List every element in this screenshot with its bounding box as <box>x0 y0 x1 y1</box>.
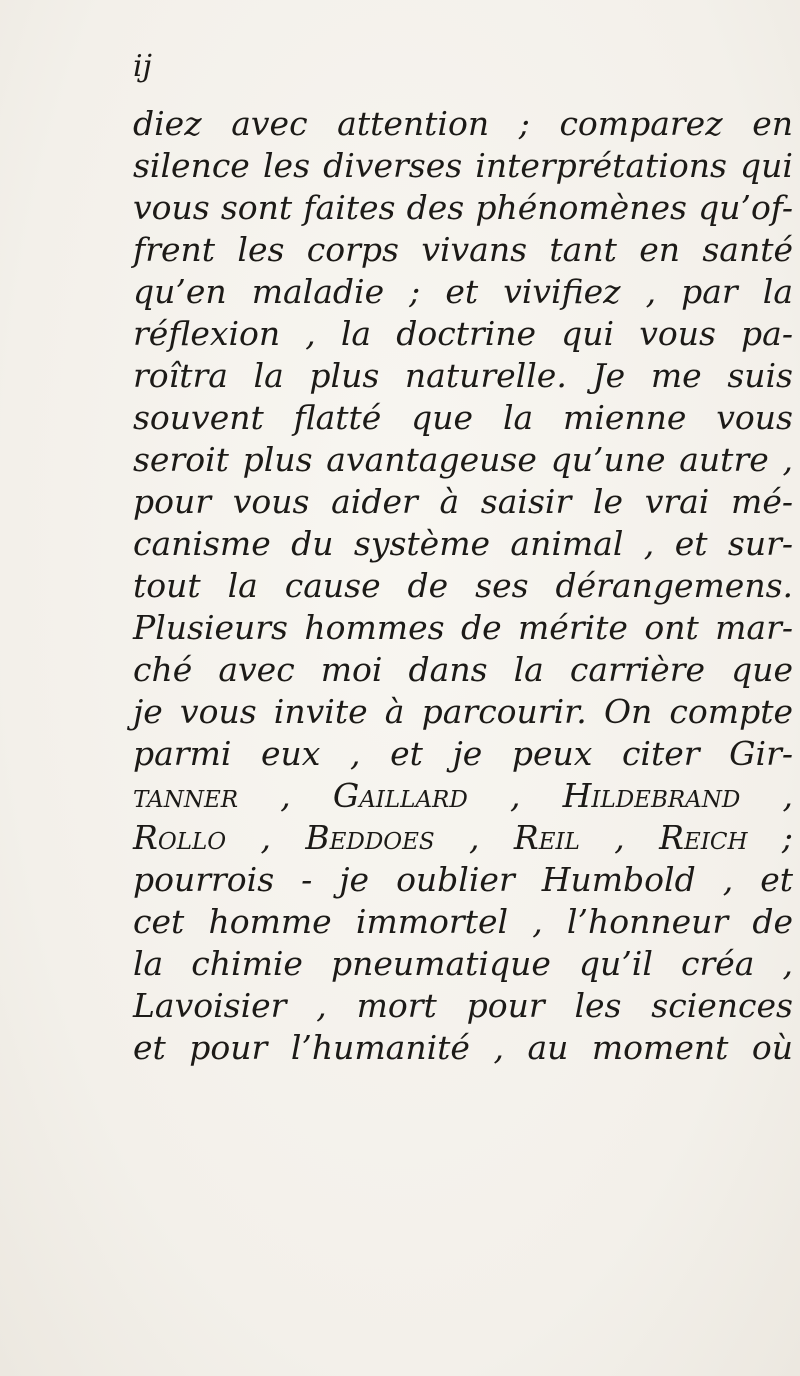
text-line-13: Plusieurs hommes de mérite ont mar- <box>133 608 793 647</box>
text-line-21: la chimie pneumatique qu’il créa , <box>133 944 793 983</box>
text-line-16: parmi eux , et je peux citer Gir- <box>133 734 793 773</box>
text-line-4: frent les corps vivans tant en santé <box>133 230 793 269</box>
text-line-1: diez avec attention ; comparez en <box>133 104 793 143</box>
text-line-7: roîtra la plus naturelle. Je me suis <box>133 356 793 395</box>
text-line-5: qu’en maladie ; et vivifiez , par la <box>133 272 793 311</box>
text-line-6: réflexion , la doctrine qui vous pa- <box>133 314 793 353</box>
signature-mark: ij <box>133 49 152 84</box>
text-line-10: pour vous aider à saisir le vrai mé- <box>133 482 793 521</box>
text-line-3: vous sont faites des phénomènes qu’of- <box>133 188 793 227</box>
text-line-20: cet homme immortel , l’honneur de <box>133 902 793 941</box>
text-line-15: je vous invite à parcourir. On compte <box>133 692 793 731</box>
text-line-11: canisme du système animal , et sur- <box>133 524 793 563</box>
text-line-22: Lavoisier , mort pour les sciences <box>133 986 793 1025</box>
text-line-18: Rollo , Beddoes , Reil , Reich ; <box>133 818 793 857</box>
text-line-8: souvent flatté que la mienne vous <box>133 398 793 437</box>
body-text <box>133 103 793 1069</box>
text-line-19: pourrois - je oublier Humbold , et <box>133 860 793 899</box>
text-line-12: tout la cause de ses dérangemens. <box>133 566 793 605</box>
text-line-9: seroit plus avantageuse qu’une autre , <box>133 440 793 479</box>
text-line-17: tanner , Gaillard , Hildebrand , <box>133 776 793 815</box>
text-line-14: ché avec moi dans la carrière que <box>133 650 793 689</box>
text-line-23: et pour l’humanité , au moment où <box>133 1028 793 1067</box>
text-line-2: silence les diverses interprétations qui <box>133 146 793 185</box>
